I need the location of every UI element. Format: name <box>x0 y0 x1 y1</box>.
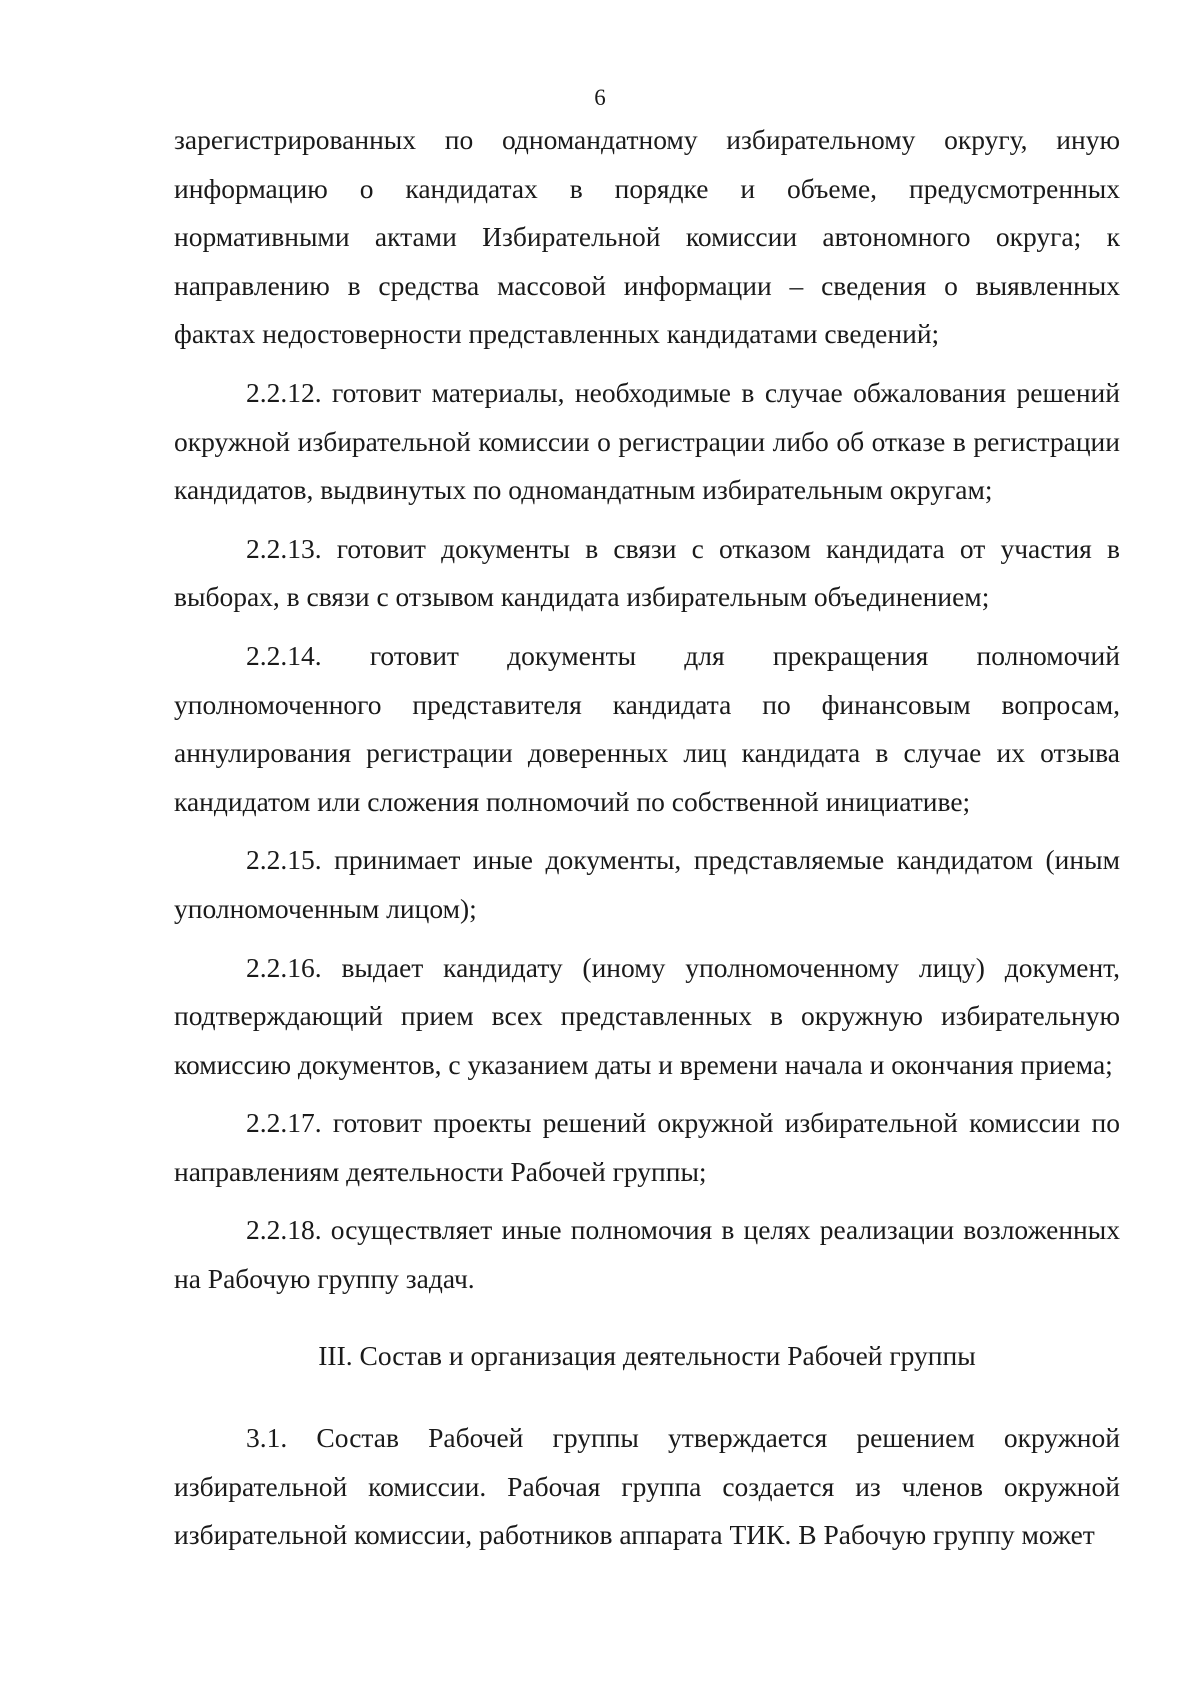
paragraph-3-1: 3.1. Состав Рабочей группы утверждается решением окружной избирательной комиссии. Рабочая группа создается из членов окружной избирательной комиссии, работников аппарата ТИК. В Рабочую группу может <box>174 1422 1120 1551</box>
paragraph-2-2-16: 2.2.16. выдает кандидату (иному уполномоченному лицу) документ, подтверждающий прием всех представленных в окружную избирательную комиссию документов, с указанием даты и времени начала и окончания приема; <box>174 951 1120 1080</box>
section-heading: III. Состав и организация деятельности Рабочей группы <box>318 1339 976 1371</box>
document-body <box>174 116 1120 1560</box>
paragraph-2-2-12: 2.2.12. готовит материалы, необходимые в случае обжалования решений окружной избирательной комиссии о регистрации либо об отказе в регистрации кандидатов, выдвинутых по одномандатным избирательным округам; <box>174 376 1120 506</box>
paragraph-continuation: зарегистрированных по одномандатному избирательному округу, иную информацию о кандидатах в порядке и объеме, предусмотренных нормативными актами Избирательной комиссии автономного округа; к направлению в средства массовой информации – сведения о выявленных фактах недостоверности представленных кандидатами сведений; <box>174 124 1120 350</box>
paragraph-2-2-13: 2.2.13. готовит документы в связи с отказом кандидата от участия в выборах, в связи с отзывом кандидата избирательным объединением; <box>174 532 1120 613</box>
paragraph-2-2-18: 2.2.18. осуществляет иные полномочия в целях реализации возложенных на Рабочую группу задач. <box>174 1214 1120 1295</box>
paragraph-2-2-17: 2.2.17. готовит проекты решений окружной избирательной комиссии по направлениям деятельности Рабочей группы; <box>174 1107 1120 1187</box>
paragraph-2-2-14: 2.2.14. готовит документы для прекращения полномочий уполномоченного представителя кандидата по финансовым вопросам, аннулирования регистрации доверенных лиц кандидата в случае их отзыва кандидатом или сложения полномочий по собственной инициативе; <box>174 639 1120 817</box>
page-number: 6 <box>594 85 606 110</box>
paragraph-2-2-15: 2.2.15. принимает иные документы, представляемые кандидатом (иным уполномоченным лицом); <box>174 844 1120 924</box>
